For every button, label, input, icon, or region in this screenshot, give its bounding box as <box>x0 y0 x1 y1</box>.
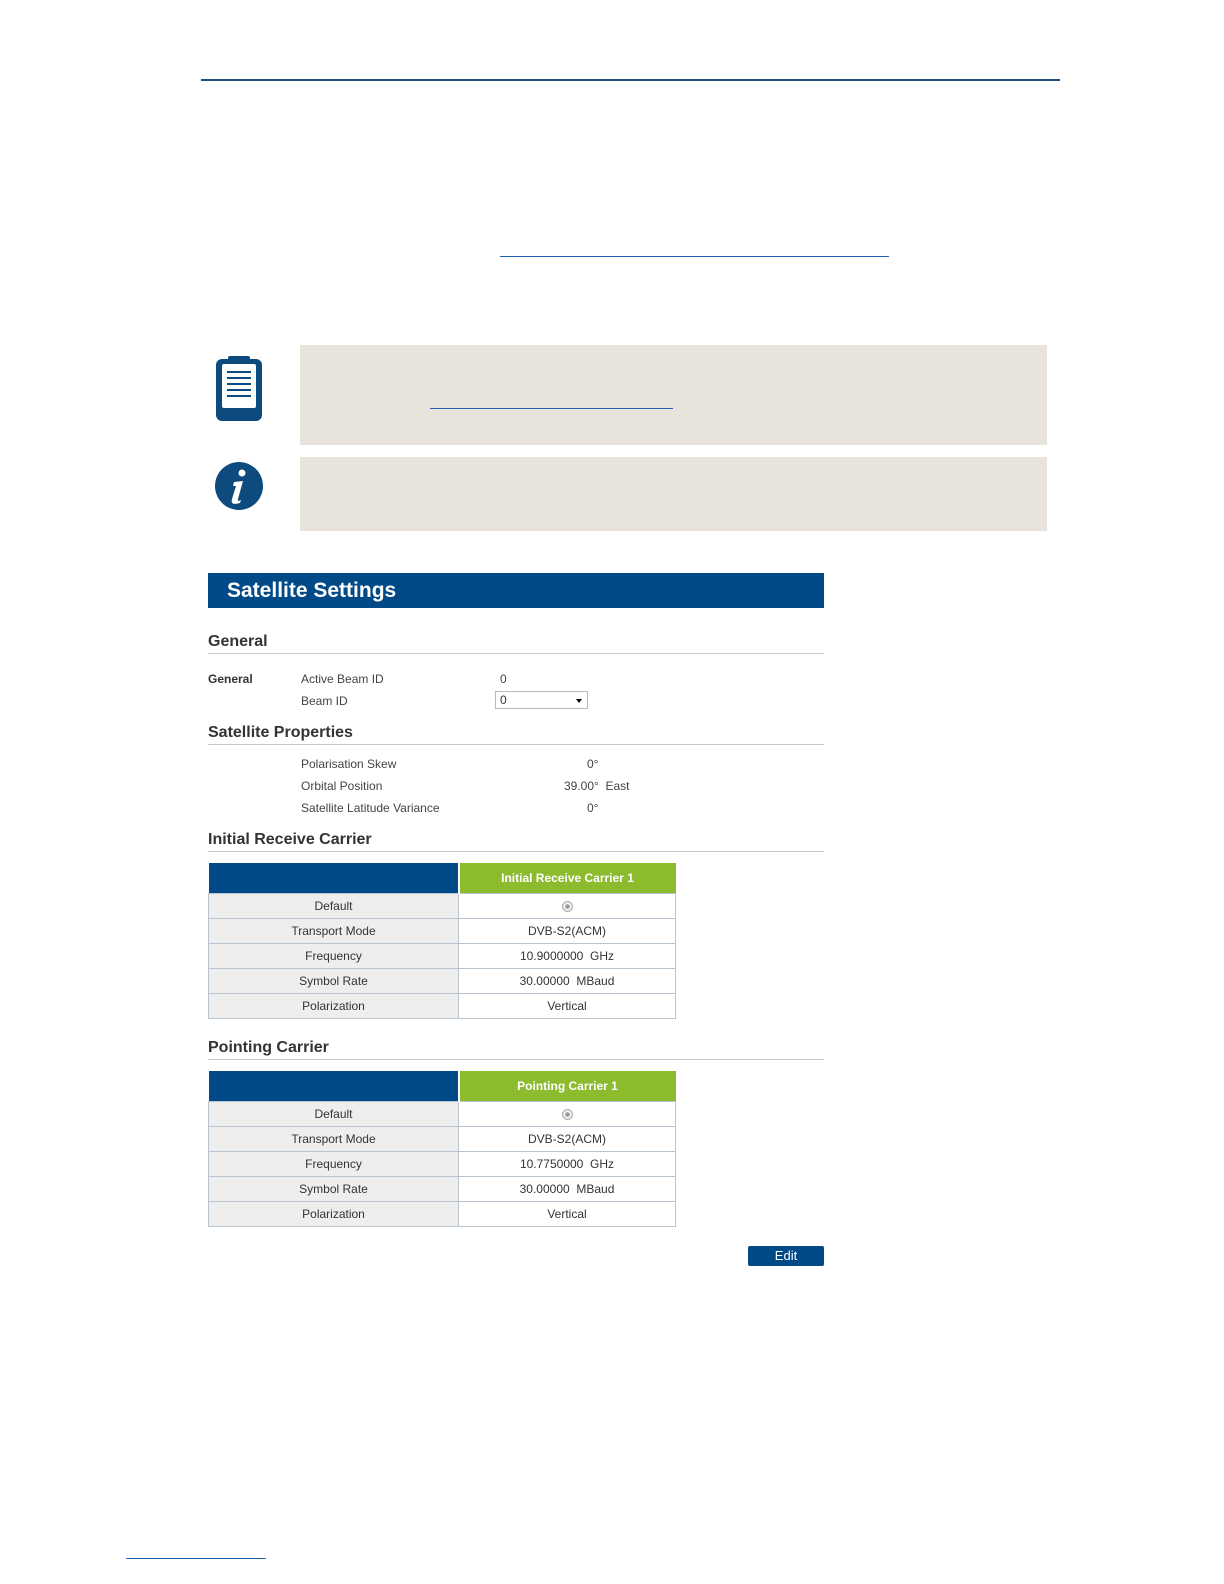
frequency-value: 10.9000000 GHz <box>459 944 676 969</box>
polarization-value: Vertical <box>459 1202 676 1227</box>
transport-mode-value: DVB-S2(ACM) <box>459 1127 676 1152</box>
default-radio[interactable] <box>562 901 573 912</box>
table-header-blank <box>209 863 459 894</box>
row-label-transport-mode: Transport Mode <box>209 1127 459 1152</box>
info-box <box>300 457 1047 531</box>
polarisation-skew-value: 0° <box>587 757 599 771</box>
row-label-polarization: Polarization <box>209 1202 459 1227</box>
default-radio[interactable] <box>562 1109 573 1120</box>
header-rule <box>201 79 1060 81</box>
table-header-blank <box>209 1071 459 1102</box>
note-hyperlink-underline[interactable] <box>430 408 673 409</box>
info-icon <box>214 461 264 511</box>
row-label-default: Default <box>209 894 459 919</box>
table-row <box>209 944 676 969</box>
active-beam-value: 0 <box>500 672 507 686</box>
row-label-default: Default <box>209 1102 459 1127</box>
table-row <box>209 1127 676 1152</box>
beam-id-select[interactable] <box>495 691 588 709</box>
row-label-symbol-rate: Symbol Rate <box>209 969 459 994</box>
symbol-rate-value: 30.00000 MBaud <box>459 969 676 994</box>
page-title: Satellite Settings <box>208 573 824 608</box>
latitude-variance-label: Satellite Latitude Variance <box>301 801 440 815</box>
table-row <box>209 1102 676 1127</box>
edit-button[interactable]: Edit <box>748 1246 824 1266</box>
section-satellite-properties-title: Satellite Properties <box>208 724 824 745</box>
section-pointing-carrier-title: Pointing Carrier <box>208 1039 824 1060</box>
table-header-row <box>209 863 676 894</box>
general-group-label: General <box>208 672 253 686</box>
beam-id-label: Beam ID <box>301 694 348 708</box>
table-row <box>209 919 676 944</box>
frequency-value: 10.7750000 GHz <box>459 1152 676 1177</box>
row-label-frequency: Frequency <box>209 1152 459 1177</box>
hyperlink-underline[interactable] <box>500 256 889 257</box>
row-label-frequency: Frequency <box>209 944 459 969</box>
latitude-variance-value: 0° <box>587 801 599 815</box>
row-label-symbol-rate: Symbol Rate <box>209 1177 459 1202</box>
orbital-position-label: Orbital Position <box>301 779 383 793</box>
section-initial-receive-title: Initial Receive Carrier <box>208 831 824 852</box>
table-row <box>209 894 676 919</box>
table-row <box>209 969 676 994</box>
table-row <box>209 994 676 1019</box>
table-row <box>209 1202 676 1227</box>
transport-mode-value: DVB-S2(ACM) <box>459 919 676 944</box>
clipboard-icon <box>213 355 265 423</box>
symbol-rate-value: 30.00000 MBaud <box>459 1177 676 1202</box>
default-cell <box>459 1102 676 1127</box>
default-cell <box>459 894 676 919</box>
orbital-position-value: 39.00° East <box>564 779 630 793</box>
footer-hyperlink-underline[interactable] <box>126 1558 266 1559</box>
table-row <box>209 1152 676 1177</box>
note-box <box>300 345 1047 445</box>
active-beam-label: Active Beam ID <box>301 672 384 686</box>
row-label-polarization: Polarization <box>209 994 459 1019</box>
table-header-row <box>209 1071 676 1102</box>
polarization-value: Vertical <box>459 994 676 1019</box>
pointing-column-header: Pointing Carrier 1 <box>459 1071 676 1102</box>
initial-receive-carrier-table <box>208 863 676 1019</box>
beam-id-selected-value: 0 <box>500 693 507 707</box>
polarisation-skew-label: Polarisation Skew <box>301 757 397 771</box>
pointing-carrier-table <box>208 1071 676 1227</box>
row-label-transport-mode: Transport Mode <box>209 919 459 944</box>
chevron-down-icon <box>576 699 582 703</box>
initial-receive-column-header: Initial Receive Carrier 1 <box>459 863 676 894</box>
section-general-title: General <box>208 633 824 654</box>
table-row <box>209 1177 676 1202</box>
